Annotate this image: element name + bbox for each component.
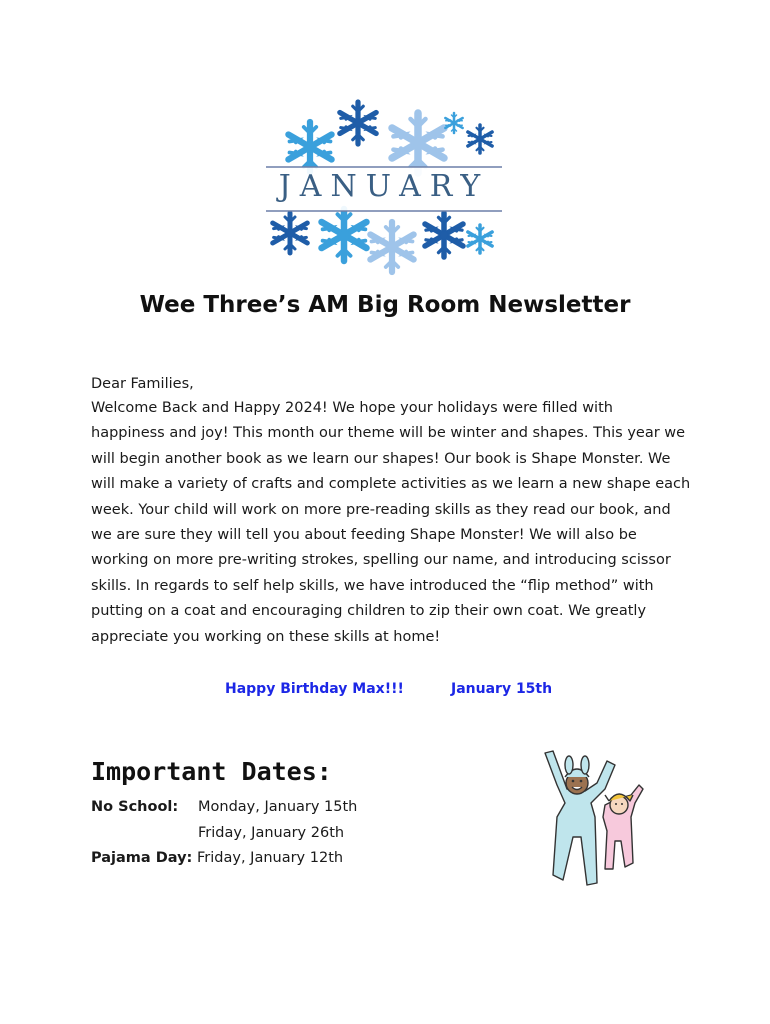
newsletter-body: Welcome Back and Happy 2024! We hope your holidays were filled with happiness and joy! This month our theme will be winter and shapes. This year we will begin another book as we learn our shapes! Our book is Shape Monster. We will make a variety of crafts and complete activities as we learn a new shape each week. Your child will work on more pre-reading skills as they read our book, and we are sure they will tell you about feeding Shape Monster! We will also be working on more pre-writing strokes, spelling our name, and introducing scissor skills. In regards to self help skills, we have introduced the “flip method” with putting on a coat and encouraging children to zip their own coat. We greatly appreciate you working on these skills at home!: [91, 400, 691, 645]
no-school-date: Friday, January 26th: [198, 825, 345, 841]
birthday-date: January 15th: [451, 681, 553, 697]
january-banner: [258, 95, 510, 283]
banner-month-label: JANUARY: [278, 169, 490, 204]
greeting-text: Dear Families,: [91, 376, 194, 392]
birthday-message: Happy Birthday Max!!!: [225, 681, 404, 697]
newsletter-title: Wee Three’s AM Big Room Newsletter: [139, 292, 631, 318]
pajama-day-label: Pajama Day:: [91, 850, 193, 866]
no-school-date: Monday, January 15th: [198, 799, 358, 815]
no-school-label: No School:: [91, 799, 179, 815]
pajama-kids-illustration: [535, 745, 645, 895]
important-dates-heading: Important Dates:: [91, 757, 332, 786]
pajama-day-date: Friday, January 12th: [197, 850, 344, 866]
